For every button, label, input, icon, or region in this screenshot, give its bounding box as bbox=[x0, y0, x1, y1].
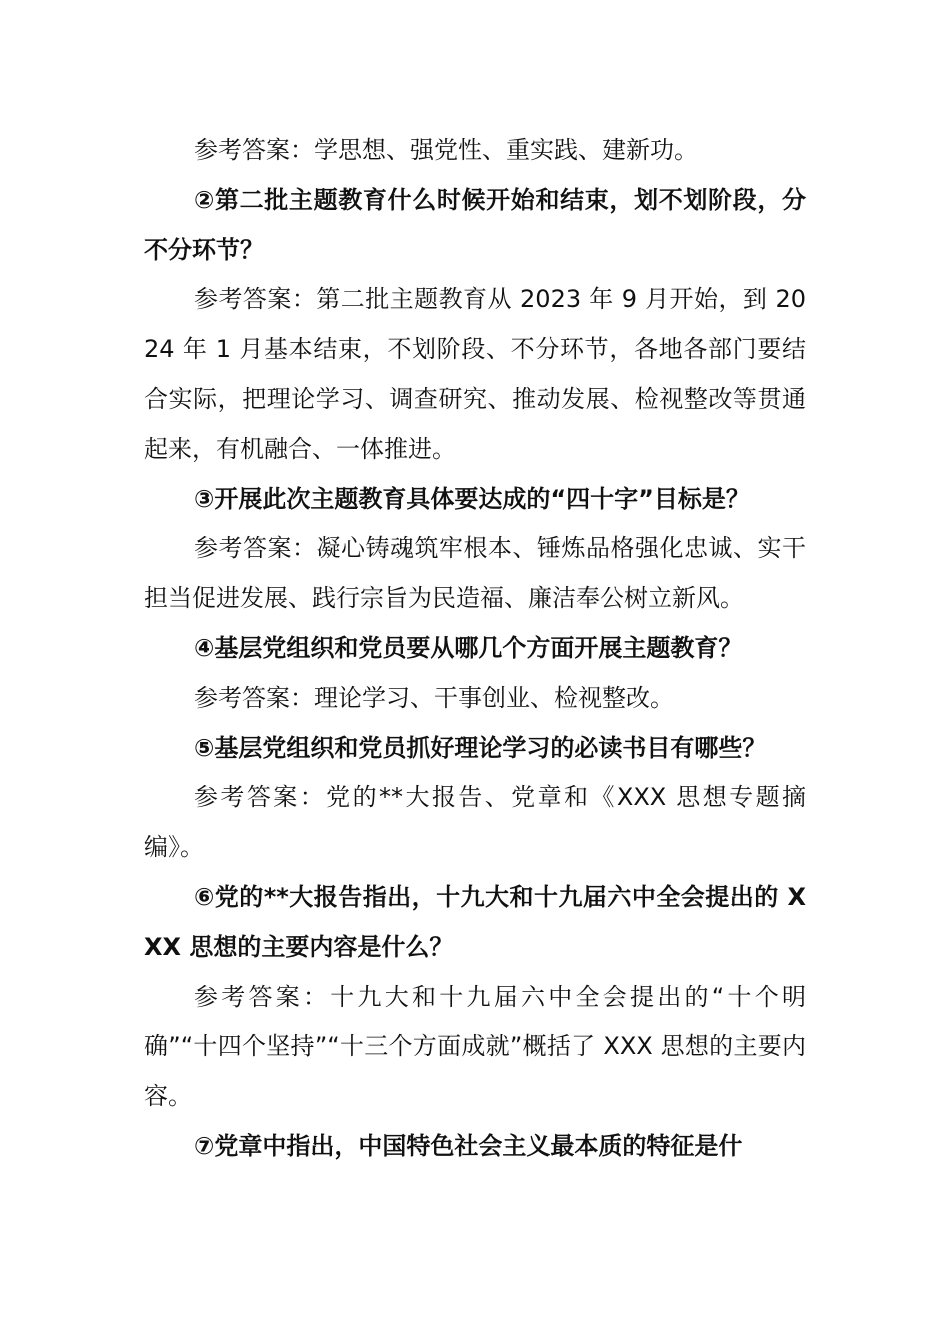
answer-6: 参考答案：十九大和十九届六中全会提出的“十个明确”“十四个坚持”“十三个方面成就”概括了 XXX 思想的主要内容。 bbox=[144, 982, 806, 1111]
answer-4: 参考答案：理论学习、干事创业、检视整改。 bbox=[194, 683, 674, 712]
question-3: ③开展此次主题教育具体要达成的“四十字”目标是？ bbox=[194, 484, 750, 513]
answer-5: 参考答案：党的**大报告、党章和《XXX 思想专题摘编》。 bbox=[144, 783, 806, 862]
answer-1: 参考答案：学思想、强党性、重实践、建新功。 bbox=[194, 136, 698, 164]
answer-2: 参考答案：第二批主题教育从 2023 年 9 月开始，到 2024 年 1 月基本结束，不划阶段、不分环节，各地各部门要结合实际，把理论学习、调查研究、推动发展、检视整改等贯通起来，有机融合、一体推进。 bbox=[144, 285, 806, 463]
question-5: ⑤基层党组织和党员抓好理论学习的必读书目有哪些？ bbox=[194, 733, 767, 762]
answer-3: 参考答案：凝心铸魂筑牢根本、锤炼品格强化忠诚、实干担当促进发展、践行宗旨为民造福、廉洁奉公树立新风。 bbox=[144, 534, 806, 613]
question-2: ②第二批主题教育什么时候开始和结束，划不划阶段，分不分环节？ bbox=[144, 185, 806, 264]
document-body bbox=[144, 126, 806, 1172]
question-6: ⑥党的**大报告指出，十九大和十九届六中全会提出的 XXX 思想的主要内容是什么？ bbox=[144, 882, 806, 961]
question-4: ④基层党组织和党员要从哪几个方面开展主题教育？ bbox=[194, 633, 743, 662]
question-7: ⑦党章中指出，中国特色社会主义最本质的特征是什 bbox=[194, 1131, 743, 1160]
